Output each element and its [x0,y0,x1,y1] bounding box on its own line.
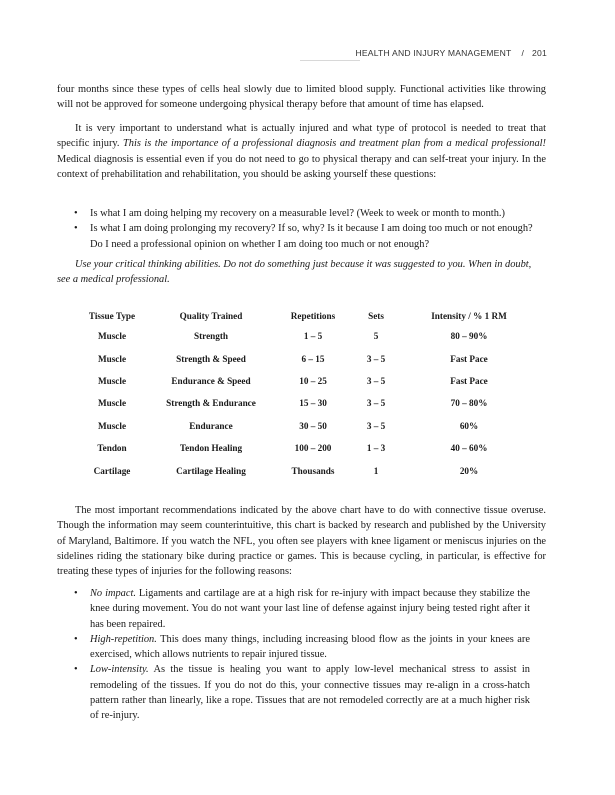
column-header-tissue-type: Tissue Type [88,311,136,321]
header-rule [300,60,360,61]
reason-term: High-repetition. [90,633,157,645]
reason-text: Ligaments and cartilage are at a high risk for re-injury with impact because they stabilize the knee during movement. You do not want your last line of defense against injury being tested right after it has been repaired. [90,588,530,630]
column-header-sets: Sets [368,311,384,321]
table-row [72,392,542,414]
table-cell: 3 – 5 [366,420,386,431]
table-cell: Endurance & Speed [171,375,251,386]
header-section-title: HEALTH AND INJURY MANAGEMENT [355,48,512,58]
table-row [72,370,542,392]
table-cell: Cartilage [93,465,131,476]
bullet-icon: • [74,588,78,599]
paragraph-continuation: four months since these types of cells heal slowly due to limited blood supply. Functional activities like throwing will not be approved for someone undergoing physical therapy before that amount of time has elapsed. [57,84,546,111]
table-cell: 100 – 200 [294,443,332,454]
paragraph-recommendations: The most important recommendations indicated by the above chart have to do with connective tissue overuse. Though the information may seem counterintuitive, this chart is backed by research and published by the University of Maryland, Baltimore. If you watch the NFL, you often see players with knee ligament or meniscus injuries on the sidelines riding the stationary bike during practice or games. This is because cycling, in particular, is effective for treating these types of injuries for the following reasons: [57,505,546,578]
table-cell: 3 – 5 [366,398,386,409]
table-row [72,415,542,437]
table-cell: 3 – 5 [366,375,386,386]
page-number: 201 [532,48,547,58]
table-cell: Fast Pace [450,353,488,364]
table-cell: Tendon Healing [179,443,243,454]
bullet-icon: • [74,664,78,676]
table-cell: 30 – 50 [299,420,327,431]
bullet-icon: • [74,223,78,235]
table-cell: Muscle [97,420,127,431]
table-cell: Muscle [97,331,127,342]
table-row [72,325,542,347]
table-cell: 5 [373,331,379,342]
reason-term: No impact. [90,588,136,599]
table-cell: Endurance [189,420,233,431]
table-cell: Muscle [97,398,127,409]
paragraph-diagnosis-part1: It is very important to understand what is actually injured and what type of protocol is needed to treat that specific injury. [57,123,546,150]
table-cell: Muscle [97,375,127,386]
table-cell: 15 – 30 [299,398,327,409]
header-separator: / [521,48,525,58]
bullet-icon: • [74,633,78,645]
list-item [57,632,530,663]
table-cell: 60% [459,420,479,431]
table-cell: Cartilage Healing [176,465,246,476]
paragraph-diagnosis-part2: Medical diagnosis is essential even if you do not need to go to physical therapy and can self-treat your injury. In the context of prehabilitation and rehabilitation, you should be asking yourself these questions: [57,153,546,180]
table-cell: 10 – 25 [299,375,327,386]
list-item [57,206,546,221]
table-cell: Tendon [97,443,127,454]
table-cell: Strength [193,331,229,342]
list-item [57,586,530,632]
bullet-icon: • [74,208,78,219]
table-cell: Strength & Speed [176,353,246,364]
table-cell: 3 – 5 [366,353,386,364]
paragraph-diagnosis-emphasis: This is the importance of a professional diagnosis and treatment plan from a medical professional! [123,138,546,150]
list-item [57,662,530,723]
table-row [72,347,542,369]
table-cell: Fast Pace [450,375,488,386]
reason-text: This does many things, including increasing blood flow as the joints in your knees are exercised, which allows nutrients to repair injured tissue. [90,633,530,661]
running-header [300,48,547,58]
table-cell: 80 – 90% [450,331,488,342]
column-header-intensity: Intensity / % 1 RM [431,311,507,321]
questions-list [57,206,546,252]
reason-text: As the tissue is healing you want to apply low-level mechanical stress to assist in remodeling of the tissues. If you do not do this, your connective tissues may re-align in a cross-hatch pattern rather than linearly, like a rope. Tissues that are not remodeled correctly are at a much higher risk of re-injury. [90,664,530,722]
table-cell: 70 – 80% [450,398,488,409]
tissue-training-table [72,307,542,482]
table-cell: 40 – 60% [450,443,488,454]
column-header-repetitions: Repetitions [290,311,336,321]
question-text: Is what I am doing helping my recovery on a measurable level? (Week to week or month to month.) [90,208,505,219]
table-header-row [72,307,542,325]
table-row [72,437,542,459]
paragraph-diagnosis [57,121,546,182]
table-cell: 1 – 5 [303,331,323,342]
reason-term: Low-intensity. [90,664,149,676]
table-cell: 6 – 15 [301,353,325,364]
table-cell: 1 [373,465,379,476]
table-cell: Muscle [97,353,127,364]
table-cell: Thousands [291,465,335,476]
table-cell: 1 – 3 [366,443,386,454]
table-row [72,459,542,481]
list-item [57,221,546,252]
question-text: Is what I am doing prolonging my recovery? If so, why? Is it because I am doing too much or not enough? Do I need a professional opinion on whether I am doing too much or not enough? [90,223,533,250]
critical-thinking-note: Use your critical thinking abilities. Do not do something just because it was suggested to you. When in doubt, see a medical professional. [57,259,532,286]
column-header-quality-trained: Quality Trained [179,311,243,321]
table-cell: 20% [459,465,479,476]
reasons-list [57,586,530,724]
table-cell: Strength & Endurance [166,398,256,409]
